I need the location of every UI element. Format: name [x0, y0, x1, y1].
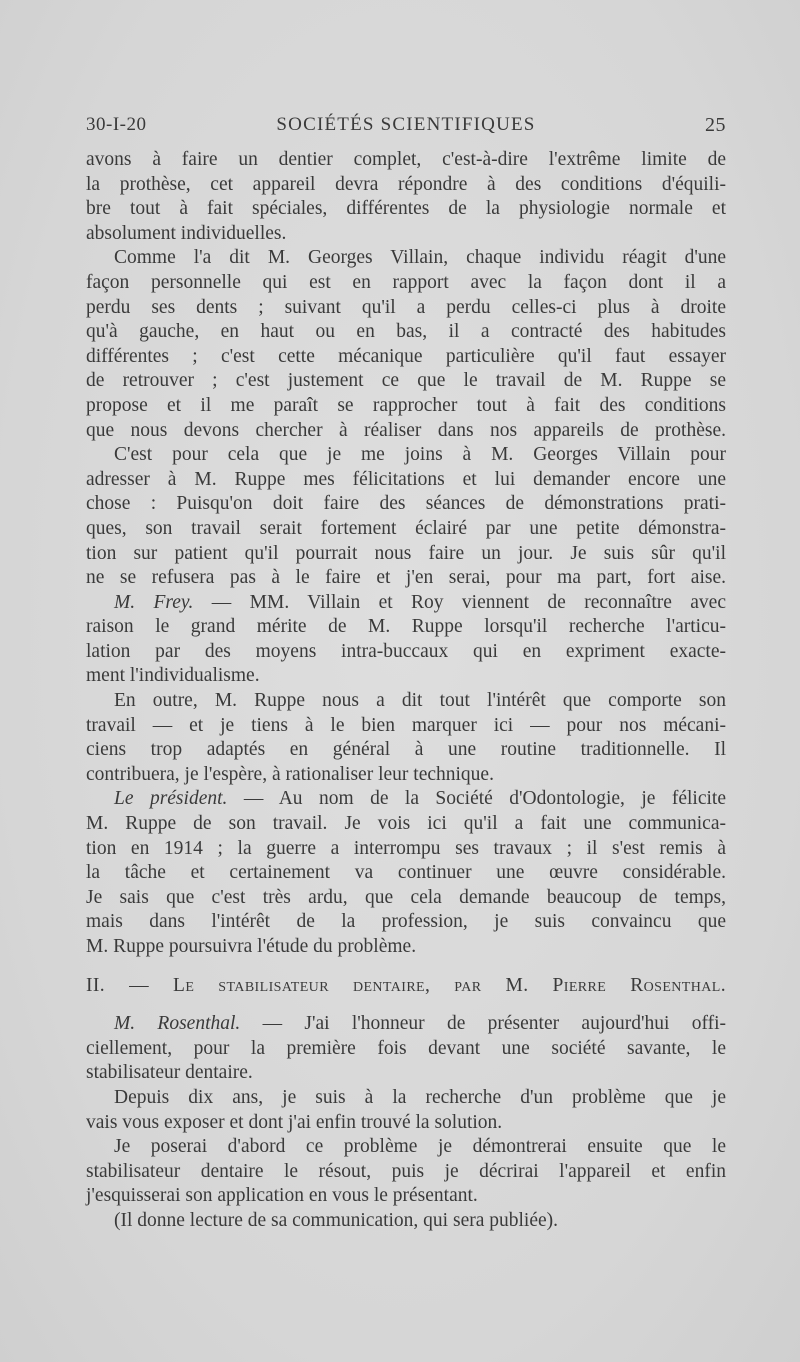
- text-line: perdu ses dents ; suivant qu'il a perdu celles-ci plus à droite: [86, 296, 726, 318]
- text-line: vais vous exposer et dont j'ai enfin trouvé la solution.: [86, 1111, 503, 1133]
- paragraph: [86, 1209, 726, 1234]
- paragraph: [86, 246, 726, 443]
- text-line: absolument individuelles.: [86, 222, 287, 244]
- text-line: qu'à gauche, en haut ou en bas, il a contracté des habitudes: [86, 321, 726, 343]
- text-line: [86, 591, 726, 616]
- page-number: 25: [705, 114, 726, 136]
- text-line: [86, 787, 726, 812]
- spacer: [86, 960, 726, 974]
- text-line: façon personnelle qui est en rapport avec la façon dont il a: [86, 271, 726, 293]
- text-line: ne se refusera pas à le faire et j'en serai, pour ma part, fort aise.: [86, 567, 726, 589]
- text-line: la prothèse, cet appareil devra répondre à des conditions d'équili-: [86, 173, 726, 195]
- paragraph: [86, 1086, 726, 1135]
- text-line: avons à faire un dentier complet, c'est-à-dire l'extrême limite de: [86, 149, 726, 170]
- text-line: ment l'individualisme.: [86, 665, 260, 687]
- speaker-name: M. Frey.: [114, 591, 194, 613]
- text-line: lation par des moyens intra-buccaux qui en expriment exacte-: [86, 640, 726, 662]
- text-line: raison le grand mérite de M. Ruppe lorsqu'il recherche l'articu-: [86, 616, 726, 638]
- speaker-name: M. Rosenthal.: [114, 1013, 241, 1035]
- text-line: C'est pour cela que je me joins à M. Georges Villain pour: [114, 444, 726, 466]
- speech-text: — Au nom de la Société d'Odontologie, je félicite: [227, 788, 726, 810]
- text-line: tion sur patient qu'il pourrait nous faire un jour. Je suis sûr qu'il: [86, 542, 726, 564]
- text-line: propose et il me paraît se rapprocher tout à fait des conditions: [86, 394, 726, 416]
- paragraph: [86, 1012, 726, 1086]
- paragraph: [86, 689, 726, 787]
- text-line: Je sais que c'est très ardu, que cela demande beaucoup de temps,: [86, 886, 726, 908]
- text-line: stabilisateur dentaire le résout, puis je décrirai l'appareil et enfin: [86, 1160, 726, 1182]
- speaker-name: Le président.: [114, 788, 228, 810]
- speech-text: — J'ai l'honneur de présenter aujourd'hui offi-: [240, 1013, 726, 1035]
- text-line: j'esquisserai son application en vous le présentant.: [86, 1185, 478, 1207]
- text-line: ques, son travail serait fortement éclairé par une petite démonstra-: [86, 517, 726, 539]
- text-line: chose : Puisqu'on doit faire des séances de démonstrations prati-: [86, 493, 726, 515]
- text-line: bre tout à fait spéciales, différentes de la physiologie normale et: [86, 198, 726, 220]
- text-line: Depuis dix ans, je suis à la recherche d'un problème que je: [114, 1086, 726, 1108]
- text-line: la tâche et certainement va continuer une œuvre considérable.: [86, 862, 726, 884]
- running-header: [86, 114, 726, 144]
- header-title: SOCIÉTÉS SCIENTIFIQUES: [276, 114, 536, 135]
- text-line: que nous devons chercher à réaliser dans nos appareils de prothèse.: [86, 419, 726, 441]
- paragraph: [86, 1135, 726, 1209]
- speech-text: — MM. Villain et Roy viennent de reconnaître avec: [193, 591, 726, 613]
- text-line: II. — Le stabilisateur dentaire, par M. Pierre Rosenthal.: [86, 974, 726, 996]
- body-text: [86, 148, 726, 1234]
- text-line: Comme l'a dit M. Georges Villain, chaque individu réagit d'une: [114, 247, 726, 269]
- text-line: (Il donne lecture de sa communication, qui sera publiée).: [114, 1209, 559, 1231]
- text-line: [86, 1012, 726, 1037]
- text-line: différentes ; c'est cette mécanique particulière qu'il faut essayer: [86, 345, 726, 367]
- text-line: tion en 1914 ; la guerre a interrompu ses travaux ; il s'est remis à: [86, 837, 726, 859]
- text-line: mais dans l'intérêt de la profession, je suis convaincu que: [86, 911, 726, 933]
- text-line: ciellement, pour la première fois devant une société savante, le: [86, 1037, 726, 1059]
- paragraph: [86, 443, 726, 591]
- text-line: ciens trop adaptés en général à une routine traditionnelle. Il: [86, 739, 726, 761]
- paragraph: [86, 591, 726, 689]
- header-date: 30-I-20: [86, 114, 147, 135]
- text-line: travail — et je tiens à le bien marquer ici — pour nos mécani-: [86, 714, 726, 736]
- spacer: [86, 998, 726, 1012]
- text-line: Je poserai d'abord ce problème je démontrerai ensuite que le: [114, 1136, 726, 1158]
- text-line: de retrouver ; c'est justement ce que le travail de M. Ruppe se: [86, 370, 726, 392]
- text-line: contribuera, je l'espère, à rationaliser leur technique.: [86, 763, 494, 785]
- paragraph: [86, 148, 726, 246]
- section-heading: [86, 974, 726, 999]
- text-line: stabilisateur dentaire.: [86, 1062, 253, 1084]
- text-line: M. Ruppe de son travail. Je vois ici qu'il a fait une communica-: [86, 813, 726, 835]
- paragraph: [86, 787, 726, 959]
- text-line: M. Ruppe poursuivra l'étude du problème.: [86, 936, 417, 957]
- text-line: En outre, M. Ruppe nous a dit tout l'intérêt que comporte son: [114, 690, 726, 712]
- text-line: adresser à M. Ruppe mes félicitations et lui demander encore une: [86, 468, 726, 490]
